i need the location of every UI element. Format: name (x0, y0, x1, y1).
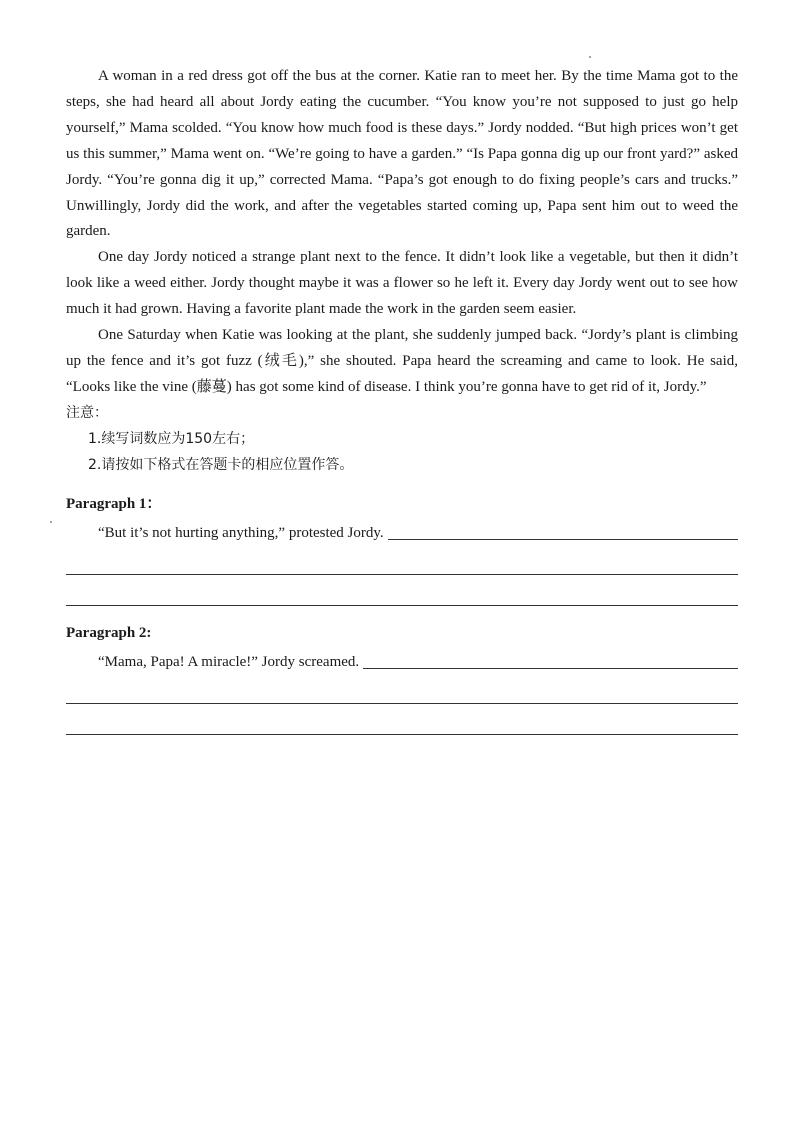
paragraph-1-start-row (66, 522, 738, 544)
note-item-2: 2.请按如下格式在答题卡的相应位置作答。 (88, 456, 354, 473)
paragraph-1-answer-line[interactable] (388, 523, 738, 540)
story-passage (66, 64, 738, 401)
scan-speck (589, 56, 591, 58)
note-item-1: 1.续写词数应为150左右； (88, 430, 255, 447)
paragraph-1-answer-line[interactable] (66, 544, 738, 575)
paragraph-2-start-row (66, 651, 738, 673)
paragraph-2-answer-line[interactable] (66, 704, 738, 735)
scan-speck (50, 521, 52, 523)
paragraph-2-heading: Paragraph 2: (66, 624, 152, 641)
notes-title: 注意： (66, 404, 108, 421)
paragraph-2-section (66, 622, 738, 735)
page-content (66, 64, 738, 735)
paragraph-1-heading: Paragraph 1： (66, 495, 162, 512)
paragraph-1-opening-sentence: “But it’s not hurting anything,” protested Jordy. (98, 524, 384, 541)
paragraph-1-section (66, 493, 738, 606)
paragraph-1-answer-line[interactable] (66, 575, 738, 606)
paragraph-2-answer-line[interactable] (363, 652, 738, 669)
paragraph-2-opening-sentence: “Mama, Papa! A miracle!” Jordy screamed. (98, 653, 360, 670)
passage-paragraph-3: One Saturday when Katie was looking at the plant, she suddenly jumped back. “Jordy’s plant is climbing up the fence and it’s got fuzz (绒毛),” she shouted. Papa heard the screaming and came to look. He said, “Looks like the vine (藤蔓) has got some kind of disease. I think you’re gonna have to get rid of it, Jordy.” (66, 327, 738, 395)
passage-paragraph-1: A woman in a red dress got off the bus at the corner. Katie ran to meet her. By the time Mama got to the steps, she had heard all about Jordy eating the cucumber. “You know you’re not supposed to just go help yourself,” Mama scolded. “You know how much food is these days.” Jordy nodded. “But high prices won’t get us this summer,” Mama went on. “We’re going to have a garden.” “Is Papa gonna dig up our front yard?” asked Jordy. “You’re gonna dig it up,” corrected Mama. “Papa’s got enough to do fixing people’s cars and trucks.” Unwillingly, Jordy did the work, and after the vegetables started coming up, Papa sent him out to weed the garden. (66, 68, 738, 240)
passage-paragraph-2: One day Jordy noticed a strange plant next to the fence. It didn’t look like a vegetable, but then it didn’t look like a weed either. Jordy thought maybe it was a flower so he left it. Every day Jordy went out to see how much it had grown. Having a favorite plant made the work in the garden seem easier. (66, 249, 738, 318)
paragraph-2-answer-line[interactable] (66, 673, 738, 704)
notes-section (66, 401, 738, 479)
